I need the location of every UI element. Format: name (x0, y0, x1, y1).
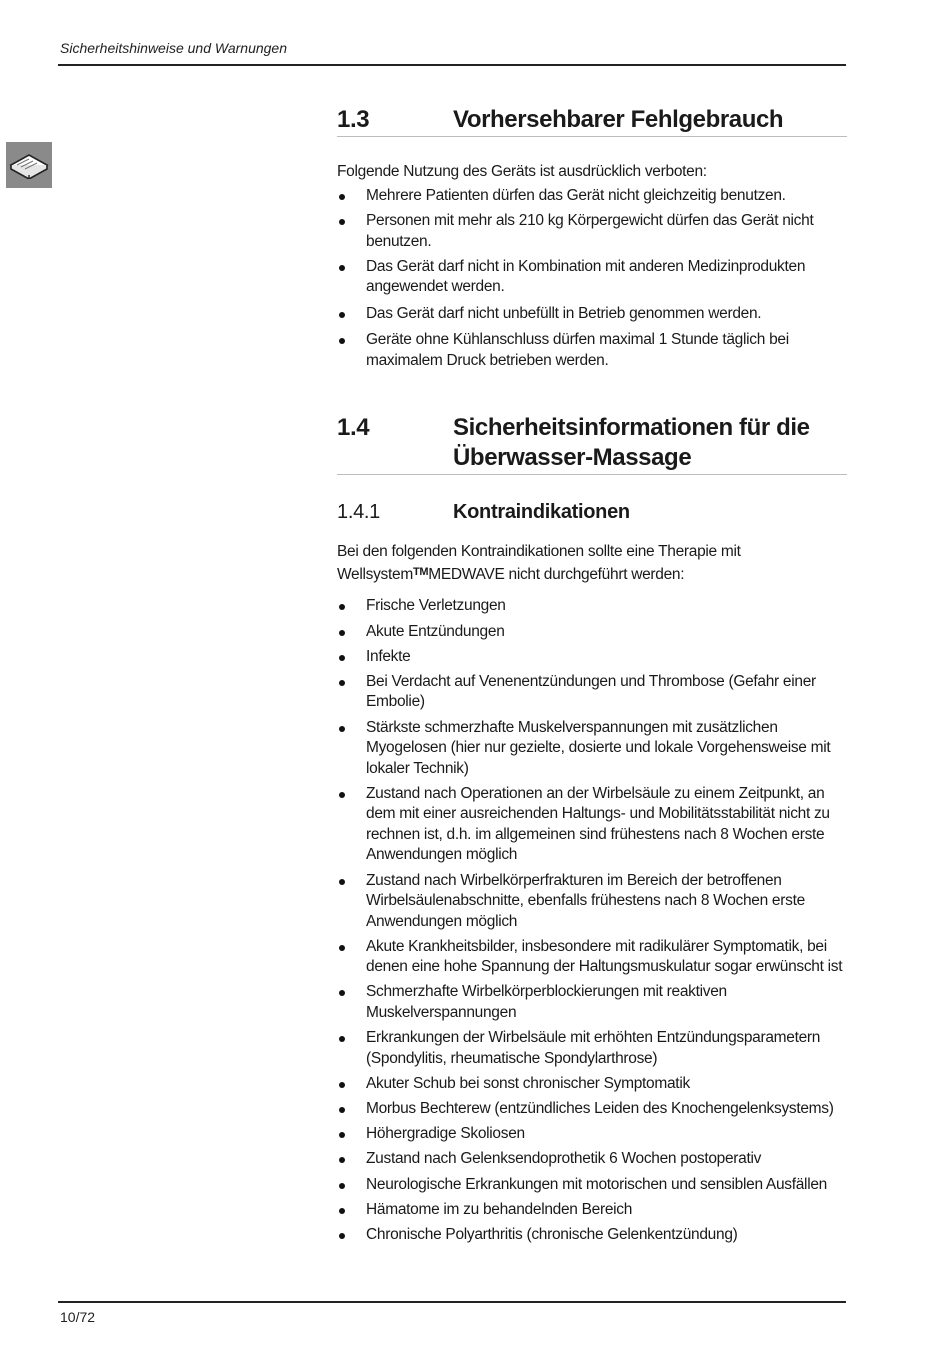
bullet-icon (339, 792, 345, 798)
bullet-icon (339, 604, 345, 610)
list-item: Schmerzhafte Wirbelkörperblockierungen mit reaktiven Muskelverspannungen (337, 982, 847, 1023)
bullet-icon (339, 630, 345, 636)
contraindications-list (337, 596, 847, 1245)
bullet-icon (339, 1082, 345, 1088)
list-item: Chronische Polyarthritis (chronische Gelenkentzündung) (337, 1225, 847, 1246)
bullet-icon (339, 680, 345, 686)
list-item: Frische Verletzungen (337, 596, 847, 617)
bullet-icon (339, 338, 345, 344)
list-item: Das Gerät darf nicht unbefüllt in Betrieb genommen werden. (337, 304, 847, 325)
bullet-icon (339, 194, 345, 200)
contraindications-intro: Bei den folgenden Kontraindikationen sollte eine Therapie mit Wellsystem™MEDWAVE nicht durchgeführt werden: (337, 543, 741, 584)
section-1-4-heading (337, 413, 847, 475)
list-item: Geräte ohne Kühlanschluss dürfen maximal 1 Stunde täglich bei maximalem Druck betrieben werden. (337, 330, 847, 371)
main-content (337, 105, 847, 1250)
header-divider (58, 64, 846, 66)
bullet-icon (339, 879, 345, 885)
side-marker (6, 142, 52, 188)
bullet-icon (339, 655, 345, 661)
book-icon (9, 151, 49, 179)
list-item: Morbus Bechterew (entzündliches Leiden des Knochengelenksystems) (337, 1099, 847, 1120)
list-item: Neurologische Erkrankungen mit motorischen und sensiblen Ausfällen (337, 1175, 847, 1196)
section-number: 1.3 (337, 106, 370, 133)
list-item: Akute Entzündungen (337, 622, 847, 643)
section-1-3-intro: Folgende Nutzung des Geräts ist ausdrücklich verboten: (337, 163, 707, 180)
section-title: Sicherheitsinformationen für die Überwasser-Massage (453, 414, 810, 472)
bullet-icon (339, 1157, 345, 1163)
section-1-3-heading (337, 105, 847, 137)
list-item: Zustand nach Wirbelkörperfrakturen im Bereich der betroffenen Wirbelsäulenabschnitte, ebenfalls frühestens nach 8 Wochen erste Anwendungen möglich (337, 871, 847, 933)
misuse-list (337, 186, 847, 371)
bullet-icon (339, 1036, 345, 1042)
bullet-icon (339, 1132, 345, 1138)
bullet-icon (339, 990, 345, 996)
bullet-icon (339, 1107, 345, 1113)
list-item: Akuter Schub bei sonst chronischer Symptomatik (337, 1074, 847, 1095)
section-number: 1.4 (337, 414, 370, 442)
running-header: Sicherheitshinweise und Warnungen (60, 40, 287, 56)
bullet-icon (339, 1233, 345, 1239)
list-item: Personen mit mehr als 210 kg Körpergewicht dürfen das Gerät nicht benutzen. (337, 211, 847, 252)
list-item: Bei Verdacht auf Venenentzündungen und Thrombose (Gefahr einer Embolie) (337, 672, 847, 713)
bullet-icon (339, 312, 345, 318)
list-item: Erkrankungen der Wirbelsäule mit erhöhten Entzündungsparametern (Spondylitis, rheumatische Spondylarthrose) (337, 1028, 847, 1069)
footer-divider (58, 1301, 846, 1303)
section-title: Vorhersehbarer Fehlgebrauch (453, 106, 784, 133)
list-item: Zustand nach Operationen an der Wirbelsäule zu einem Zeitpunkt, an dem mit einer ausreichenden Haltungs- und Mobilitätsstabilität nicht zu rechnen ist, d.h. im allgemeinen sind frühestens nach 8 Wochen erste Anwendungen möglich (337, 784, 847, 866)
list-item: Infekte (337, 647, 847, 668)
bullet-icon (339, 1183, 345, 1189)
subsection-number: 1.4.1 (337, 501, 380, 524)
list-item: Hämatome im zu behandelnden Bereich (337, 1200, 847, 1221)
section-1-4-1-heading (337, 499, 847, 525)
list-item: Zustand nach Gelenksendoprothetik 6 Wochen postoperativ (337, 1149, 847, 1170)
bullet-icon (339, 1208, 345, 1214)
bullet-icon (339, 726, 345, 732)
list-item: Höhergradige Skoliosen (337, 1124, 847, 1145)
subsection-title: Kontraindikationen (453, 501, 630, 524)
page-number: 10/72 (60, 1309, 96, 1325)
list-item: Mehrere Patienten dürfen das Gerät nicht gleichzeitig benutzen. (337, 186, 847, 207)
bullet-icon (339, 265, 345, 271)
list-item: Stärkste schmerzhafte Muskelverspannungen mit zusätzlichen Myogelosen (hier nur gezielte, dosierte und lokale Vorgehensweise mit lokaler Technik) (337, 718, 847, 780)
bullet-icon (339, 945, 345, 951)
bullet-icon (339, 219, 345, 225)
list-item: Akute Krankheitsbilder, insbesondere mit radikulärer Symptomatik, bei denen eine hohe Spannung der Haltungsmuskulatur sogar erwünscht ist (337, 937, 847, 978)
trademark-mark: TM (412, 566, 429, 579)
list-item: Das Gerät darf nicht in Kombination mit anderen Medizinprodukten angewendet werden. (337, 257, 847, 298)
